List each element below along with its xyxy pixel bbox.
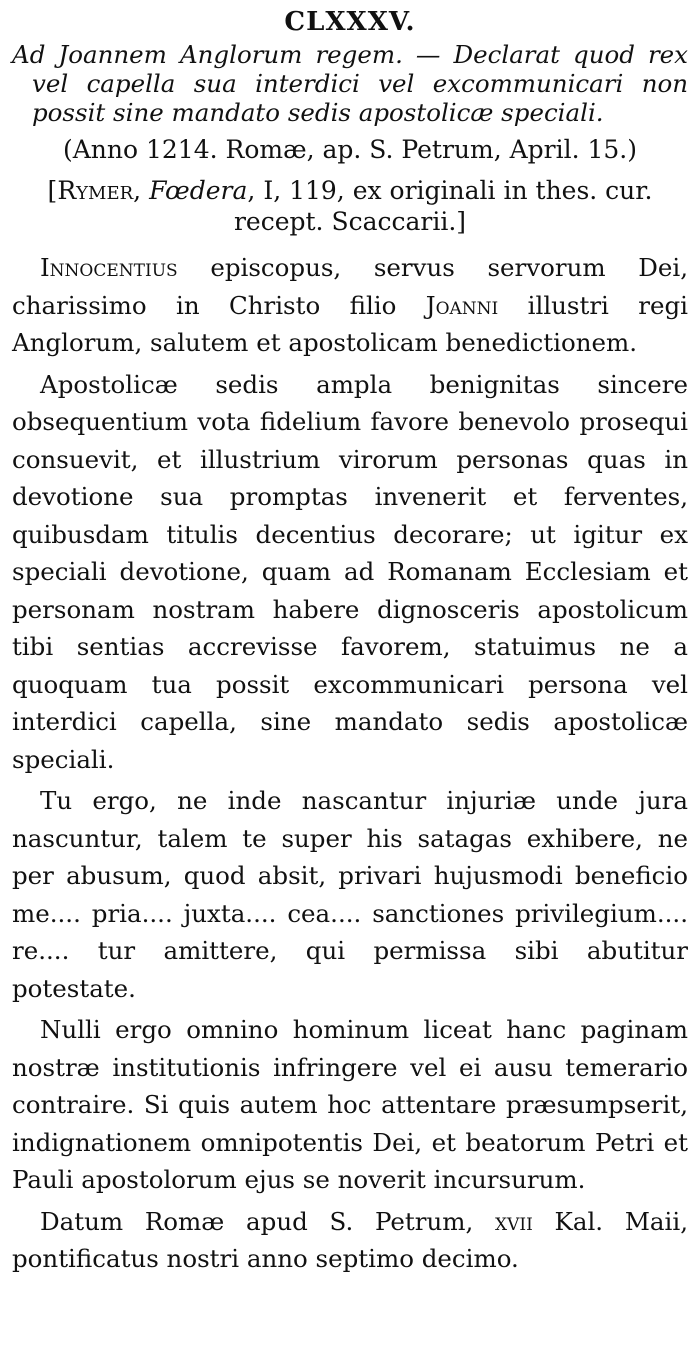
charter-number: CLXXXV.	[284, 7, 416, 37]
source-citation: [Rymer, Fœdera, I, 119, ex originali in thes. cur. recept. Scaccarii.]	[47, 176, 653, 236]
dating-day: xvii	[495, 1206, 533, 1236]
dating-text-b: Kal. Maii, pontificatus nostri anno septimo decimo.	[12, 1206, 688, 1273]
paragraph-salutation	[12, 249, 688, 362]
source-open-bracket: [	[47, 176, 58, 205]
source-rest: , I, 119, ex originali in thes. cur. recept. Scaccarii.]	[233, 176, 653, 236]
source-work: Fœdera	[149, 176, 248, 205]
document-page	[0, 6, 700, 1370]
charter-date: (Anno 1214. Romæ, ap. S. Petrum, April. 15.)	[62, 135, 638, 164]
salutation-recipient: Joanni	[425, 290, 499, 320]
salutation-text-a: episcopus, servus servorum Dei, charissimo in Christo filio	[12, 253, 688, 320]
salutation-author: Innocentius	[40, 253, 178, 282]
paragraph-dating	[12, 1203, 688, 1278]
dating-text-a: Datum Romæ apud S. Petrum,	[40, 1206, 495, 1236]
paragraph-admonition: Tu ergo, ne inde nascantur injuriæ unde jura nascuntur, talem te super his satagas exhibere, ne per abusum, quod absit, privari hujusmodi beneficio me.... pria.... juxta.... cea.... sanctiones privilegium.... re.... tur amittere, qui permissa sibi abutitur potestate.	[12, 786, 688, 1003]
source-author: Rymer	[57, 176, 134, 205]
paragraph-sanction: Nulli ergo omnino hominum liceat hanc paginam nostræ institutionis infringere vel ei ausu temerario contraire. Si quis autem hoc attentare præsumpserit, indignationem omnipotentis Dei, et beatorum Petri et Pauli apostolorum ejus se noverit incursurum.	[12, 1015, 688, 1194]
paragraph-grant: Apostolicæ sedis ampla benignitas sincere obsequentium vota fidelium favore benevolo prosequi consuevit, et illustrium virorum personas quas in devotione sua promptas invenerit et ferventes, quibusdam titulis decentius decorare; ut igitur ex speciali devotione, quam ad Romanam Ecclesiam et personam nostram habere dignosceris apostolicum tibi sentias accrevisse favorem, statuimus ne a quoquam tua possit excommunicari persona vel interdici capella, sine mandato sedis apostolicæ speciali.	[12, 369, 688, 774]
salutation-text-b: illustri regi Anglorum, salutem et apostolicam benedictionem.	[12, 290, 689, 357]
charter-summary: Ad Joannem Anglorum regem. — Declarat quod rex vel capella sua interdici vel excommunicari non possit sine mandato sedis apostolicæ speciali.	[12, 40, 688, 127]
